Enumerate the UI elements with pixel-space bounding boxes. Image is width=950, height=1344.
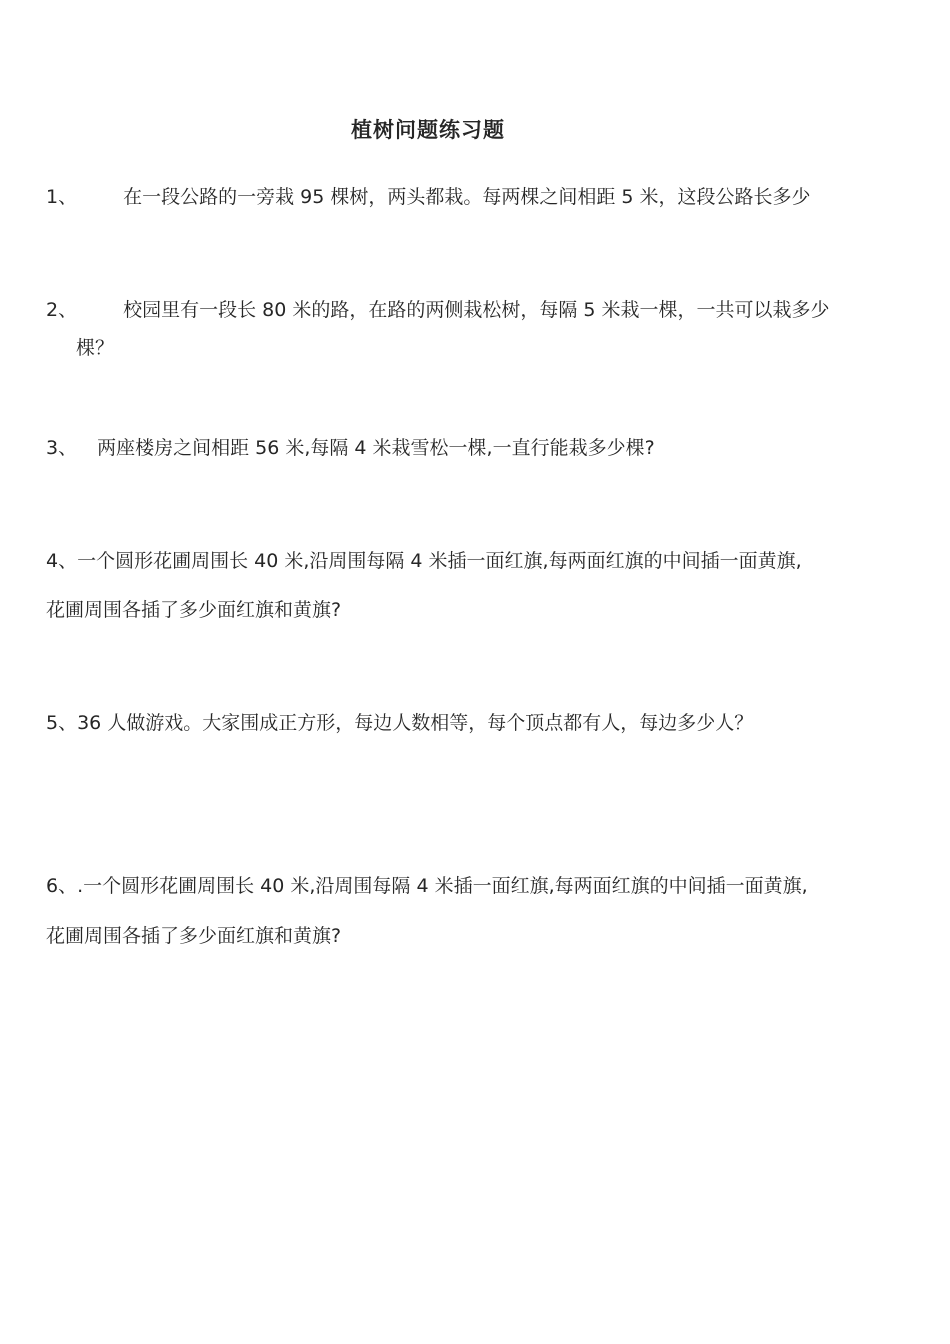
question-text: 在一段公路的一旁栽 95 棵树，两头都栽。每两棵之间相距 5 米，这段公路长多少 — [123, 186, 811, 208]
question-text: 校园里有一段长 80 米的路，在路的两侧栽松树，每隔 5 米栽一棵，一共可以栽多少 — [123, 299, 830, 321]
question-text: 一个圆形花圃周围长 40 米,沿周围每隔 4 米插一面红旗,每两面红旗的中间插一面黄旗, — [77, 550, 802, 572]
question-1 — [46, 184, 811, 210]
question-number: 4、 — [46, 550, 78, 572]
question-6-continuation: 花圃周围各插了多少面红旗和黄旗? — [46, 925, 342, 947]
question-number: 2、 — [46, 299, 78, 321]
question-number: 6、 — [46, 875, 78, 897]
question-number: 1、 — [46, 186, 78, 208]
question-text: 两座楼房之间相距 56 米,每隔 4 米栽雪松一棵,一直行能栽多少棵? — [97, 437, 655, 459]
question-6 — [46, 873, 808, 899]
question-text: 36 人做游戏。大家围成正方形，每边人数相等，每个顶点都有人，每边多少人？ — [77, 712, 754, 734]
question-3 — [46, 435, 655, 461]
question-number: 3、 — [46, 437, 78, 459]
question-2-continuation: 棵？ — [76, 337, 115, 359]
question-4 — [46, 548, 802, 574]
question-text: .一个圆形花圃周围长 40 米,沿周围每隔 4 米插一面红旗,每两面红旗的中间插一面黄旗, — [77, 875, 808, 897]
question-4-continuation: 花圃周围各插了多少面红旗和黄旗? — [46, 599, 342, 621]
question-2 — [46, 297, 830, 323]
question-5 — [46, 710, 753, 736]
document-title: 植树问题练习题 — [351, 118, 505, 142]
question-number: 5、 — [46, 712, 78, 734]
